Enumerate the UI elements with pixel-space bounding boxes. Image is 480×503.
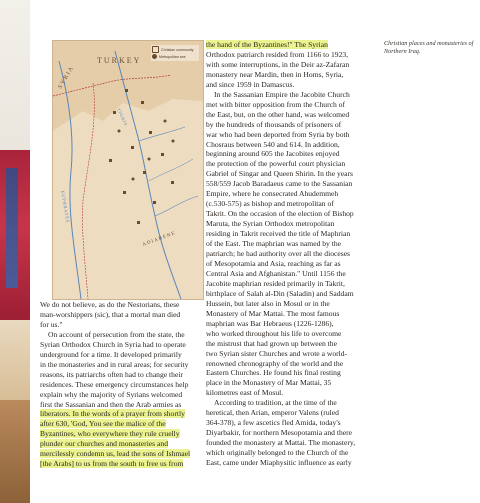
map-site-marker bbox=[161, 153, 164, 156]
text-line: place in the Monastery of Mar Mattai, 35 bbox=[206, 378, 332, 388]
text-line: man-worshippers (sic), that a mortal man died bbox=[40, 309, 181, 319]
left-photo-strip bbox=[0, 0, 30, 503]
text-line bbox=[40, 439, 205, 449]
photo-strip-lower bbox=[0, 400, 30, 503]
text-line: 558/559 Jacob Baradaeus came to the Sassanian bbox=[206, 179, 353, 189]
text-line: Diyarbakir, for northern Mesopotamia and there bbox=[206, 428, 353, 438]
map-site-marker bbox=[141, 101, 144, 104]
text-line: birthplace of Salah al-Din (Saladin) and Saddam bbox=[206, 288, 354, 298]
highlighted-text: Byzantines, who everywhere they rule cruelly bbox=[40, 429, 180, 439]
highlighted-text: [the Arabs] to us from the south to free us from bbox=[40, 459, 184, 469]
map-label-euphrates: EUPHRATES bbox=[60, 190, 71, 224]
map-see-marker bbox=[172, 140, 175, 143]
map-site-marker bbox=[109, 159, 112, 162]
map-site-marker bbox=[113, 111, 116, 114]
text-line bbox=[206, 40, 370, 50]
text-line: kilometres east of Mosul. bbox=[206, 388, 284, 398]
text-line: the mistrust that had grown up between the bbox=[206, 338, 337, 348]
text-line: heretical, then Arian, emperor Valens (ruled bbox=[206, 408, 339, 418]
text-line: with some interruptions, in the Deir az-Zafaran bbox=[206, 59, 350, 69]
highlighted-text: plunder our churches and monasteries and bbox=[40, 439, 168, 449]
text-line: first the Sassanian and then the Arab armies as bbox=[40, 399, 182, 409]
map-caption: Christian places and monasteries of Northern Iraq. bbox=[384, 40, 474, 56]
legend-item bbox=[152, 54, 198, 59]
map-label-syria: SYRIA bbox=[57, 64, 76, 90]
text-line: According to tradition, at the time of the bbox=[214, 398, 337, 408]
text-line: the East, but, on the other hand, was welcomed bbox=[206, 109, 350, 119]
text-line: Eastern Churches. He found his final resting bbox=[206, 368, 341, 378]
map-label-turkey: TURKEY bbox=[97, 56, 142, 65]
map-site-marker bbox=[149, 131, 152, 134]
text-line: patriarch; he had authority over all the dioceses bbox=[206, 249, 351, 259]
text-line: residences. These emergency circumstances help bbox=[40, 379, 189, 389]
map-site-marker bbox=[171, 181, 174, 184]
map-see-marker bbox=[148, 158, 151, 161]
map-label-tigris: TIGRIS bbox=[116, 107, 129, 127]
region-map bbox=[52, 40, 204, 300]
text-line: of the East. The maphrian was named by the bbox=[206, 239, 342, 249]
legend-item bbox=[152, 46, 198, 53]
text-line: On account of persecution from the state, the bbox=[48, 329, 185, 339]
text-line: 364-378), a few ascetics fled Amida, today's bbox=[206, 418, 341, 428]
text-line: met with bitter opposition from the Church of bbox=[206, 99, 345, 109]
text-line bbox=[40, 449, 205, 459]
text-line: and since 1959 in Damascus. bbox=[206, 79, 295, 89]
text-line bbox=[40, 429, 205, 439]
legend-label: Metropolitan see bbox=[159, 54, 186, 59]
legend-label: Christian community bbox=[161, 47, 194, 52]
text-line: Orthodox patriarch resided from 1166 to 1923, bbox=[206, 49, 349, 59]
text-line: for us." bbox=[40, 319, 63, 329]
highlighted-text: mercilessly condemn us, lead the sons of Ishmael bbox=[40, 449, 191, 459]
map-site-marker bbox=[143, 171, 146, 174]
text-line: war who had been deported from Syria by both bbox=[206, 129, 350, 139]
text-line: Maruta, the Syrian Orthodox metropolitan bbox=[206, 219, 335, 229]
text-line bbox=[40, 459, 205, 469]
map-river-tributary-2 bbox=[155, 196, 198, 216]
text-line: Takrit. On the occasion of the election of Bishop bbox=[206, 209, 354, 219]
text-line: Central Asia and Afghanistan." Until 1156 the bbox=[206, 268, 346, 278]
photo-strip-blue-detail bbox=[6, 168, 18, 288]
text-line: beginning around 605 the Jacobites enjoyed bbox=[206, 149, 340, 159]
map-drawing bbox=[53, 41, 203, 299]
text-line: Gabriel of Singar and Queen Shirin. In the years bbox=[206, 169, 353, 179]
text-line: by the hundreds of thousands of prisoners of bbox=[206, 119, 342, 129]
text-line: Chosraus between 540 and 614. In addition, bbox=[206, 139, 340, 149]
text-line: residing in Takrit received the title of Maphrian bbox=[206, 229, 351, 239]
text-line: who worked throughout his life to overcome bbox=[206, 328, 342, 338]
text-line: which originally belonged to the Church of the bbox=[206, 448, 349, 458]
highlighted-text: liberators. In the words of a prayer from shortly bbox=[40, 409, 185, 419]
text-line: founded the monastery at Mattai. The monastery, bbox=[206, 438, 356, 448]
text-line: Syrian Orthodox Church in Syria had to operate bbox=[40, 339, 186, 349]
map-site-marker bbox=[123, 191, 126, 194]
map-legend bbox=[151, 45, 199, 61]
text-line: explain why the majority of Syrians welcomed bbox=[40, 389, 183, 399]
text-line: two Syrian sister Churches and wrote a world- bbox=[206, 348, 348, 358]
map-site-marker bbox=[125, 89, 128, 92]
map-see-marker bbox=[118, 130, 121, 133]
map-label-adiabene: ADIABENE bbox=[141, 231, 177, 248]
text-line: Hussein, but later also in Mosul or in the bbox=[206, 298, 330, 308]
text-line: in the monasteries and in rural areas; for security bbox=[40, 359, 189, 369]
legend-dot-icon bbox=[152, 54, 157, 59]
text-line bbox=[40, 409, 205, 419]
highlighted-text: the hand of the Byzantines!" The Syrian bbox=[206, 40, 328, 49]
text-line: monastery near Mardin, then in Homs, Syria, bbox=[206, 69, 344, 79]
text-line: (c.530-575) as bishop and metropolitan of bbox=[206, 199, 334, 209]
photo-strip-top bbox=[0, 0, 30, 150]
text-column-left bbox=[40, 300, 205, 469]
map-site-marker bbox=[131, 146, 134, 149]
map-see-marker bbox=[164, 120, 167, 123]
text-line: Monastery of Mar Mattai. The most famous bbox=[206, 308, 340, 318]
text-line: East, came under Miaphysitic influence as early bbox=[206, 458, 352, 468]
map-see-marker bbox=[132, 178, 135, 181]
legend-square-icon bbox=[152, 46, 159, 53]
text-line: of Mesopotamia and Asia, reaching as far as bbox=[206, 258, 341, 268]
text-line: Empire, where he consecrated Ahudemmeh bbox=[206, 189, 339, 199]
map-river-tributary-3 bbox=[149, 159, 193, 181]
text-line: renowned chronography of the world and the bbox=[206, 358, 344, 368]
map-site-marker bbox=[137, 221, 140, 224]
map-site-marker bbox=[153, 201, 156, 204]
text-line: the protection of the powerful court physician bbox=[206, 159, 346, 169]
text-line: maphrian was Bar Hebraeus (1226-1286), bbox=[206, 318, 334, 328]
text-line: Jacobite maphrian resided primarily in Takrit, bbox=[206, 278, 345, 288]
map-river-tributary-1 bbox=[139, 127, 185, 141]
text-line: In the Sassanian Empire the Jacobite Church bbox=[214, 89, 350, 99]
text-line: underground for a time. It developed primarily bbox=[40, 349, 182, 359]
text-line: reasons, its patriarchs often had to change their bbox=[40, 369, 183, 379]
text-column-middle bbox=[206, 40, 370, 468]
text-line: We do not believe, as do the Nestorians, these bbox=[40, 300, 180, 309]
highlighted-text: after 630, 'God, You see the malice of the bbox=[40, 419, 166, 429]
text-line bbox=[40, 419, 205, 429]
